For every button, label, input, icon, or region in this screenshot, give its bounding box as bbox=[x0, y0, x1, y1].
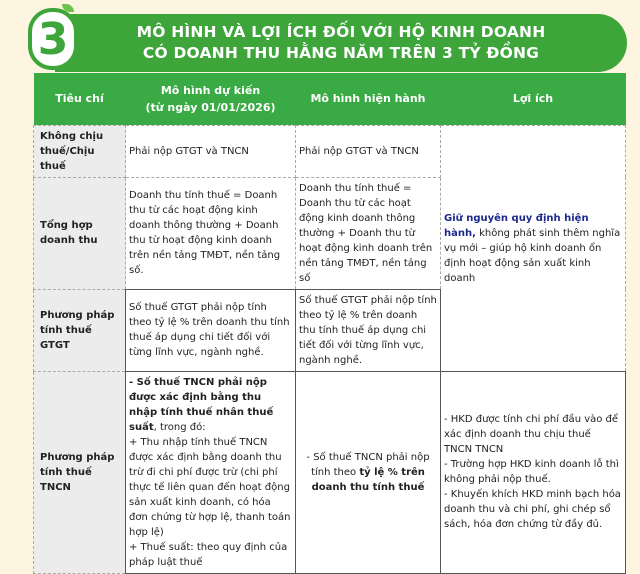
header-proposed-title: Mô hình dự kiến bbox=[160, 83, 261, 97]
criteria-cell: Phương pháp tính thuế GTGT bbox=[34, 289, 126, 371]
title-banner bbox=[55, 14, 627, 72]
current-cell: Phải nộp GTGT và TNCN bbox=[296, 125, 441, 177]
header-criteria: Tiêu chí bbox=[34, 73, 126, 125]
section-number-badge: 3 bbox=[28, 8, 78, 70]
proposed-line: + Thuế suất: theo quy định của pháp luật thuế bbox=[129, 541, 288, 568]
benefit-highlight: Giữ nguyên quy định hiện hành, bbox=[444, 212, 589, 239]
benefit-text: không phát sinh thêm nghĩa vụ mới – giúp hộ kinh doanh ổn định hoạt động sản xuất kinh doanh bbox=[444, 227, 621, 284]
header-proposed-date: (từ ngày 01/01/2026) bbox=[145, 100, 276, 114]
current-cell: Doanh thu tính thuế = Doanh thu từ các hoạt động kinh doanh thông thường + Doanh thu từ hoạt động kinh doanh trên nền tảng TMĐT, nền tảng số bbox=[296, 177, 441, 289]
proposed-cell: Doanh thu tính thuế = Doanh thu từ các hoạt động kinh doanh thông thường + Doanh thu từ hoạt động kinh doanh trên nền tảng TMĐT, nền tảng số. bbox=[126, 177, 296, 289]
proposed-rest: , trong đó: bbox=[153, 421, 206, 433]
benefit-line: - HKD được tính chi phí đầu vào để xác định doanh thu chịu thuế TNCN TNCN bbox=[444, 414, 619, 455]
header-benefit: Lợi ích bbox=[441, 73, 626, 125]
benefit-cell bbox=[441, 371, 626, 573]
benefit-cell-merged bbox=[441, 125, 626, 371]
header-proposed bbox=[126, 73, 296, 125]
proposed-line: + Thu nhập tính thuế TNCN được xác định bằng doanh thu trừ đi chi phí được trừ (chi phí thực tế liên quan đến hoạt động sản xuất kinh doanh, có hóa đơn chứng từ hợp lệ, thanh toán hợp lệ) bbox=[129, 436, 291, 538]
current-cell bbox=[296, 371, 441, 573]
proposed-cell: Số thuế GTGT phải nộp tính theo tỷ lệ % trên doanh thu tính thuế áp dụng chi tiết đối với từng lĩnh vực, ngành nghề. bbox=[126, 289, 296, 371]
benefit-line: - Trường hợp HKD kinh doanh lỗ thì không phải nộp thuế. bbox=[444, 459, 619, 485]
table-row bbox=[34, 371, 626, 573]
criteria-cell: Không chịu thuế/Chịu thuế bbox=[34, 125, 126, 177]
title-line-1: MÔ HÌNH VÀ LỢI ÍCH ĐỐI VỚI HỘ KINH DOANH bbox=[136, 23, 546, 41]
current-text: - Số thuế TNCN phải nộp tính theo bbox=[306, 451, 430, 478]
current-bold: tỷ lệ % trên doanh thu tính thuế bbox=[311, 466, 425, 493]
proposed-cell: Phải nộp GTGT và TNCN bbox=[126, 125, 296, 177]
header-current: Mô hình hiện hành bbox=[296, 73, 441, 125]
benefit-line: - Khuyến khích HKD minh bạch hóa doanh thu và chi phí, ghi chép sổ sách, hóa đơn chứng từ đầy đủ. bbox=[444, 489, 621, 530]
title-line-2: CÓ DOANH THU HẰNG NĂM TRÊN 3 TỶ ĐỒNG bbox=[142, 44, 540, 62]
table-row bbox=[34, 125, 626, 177]
proposed-cell bbox=[126, 371, 296, 573]
current-cell: Số thuế GTGT phải nộp tính theo tỷ lệ % trên doanh thu tính thuế áp dụng chi tiết đối với từng lĩnh vực, ngành nghề. bbox=[296, 289, 441, 371]
table-header bbox=[34, 73, 626, 125]
criteria-cell: Phương pháp tính thuế TNCN bbox=[34, 371, 126, 573]
criteria-cell: Tổng hợp doanh thu bbox=[34, 177, 126, 289]
proposed-bold: - Số thuế TNCN phải nộp được xác định bằng thu nhập tính thuế nhân thuế suất bbox=[129, 376, 274, 433]
comparison-table bbox=[33, 73, 626, 574]
